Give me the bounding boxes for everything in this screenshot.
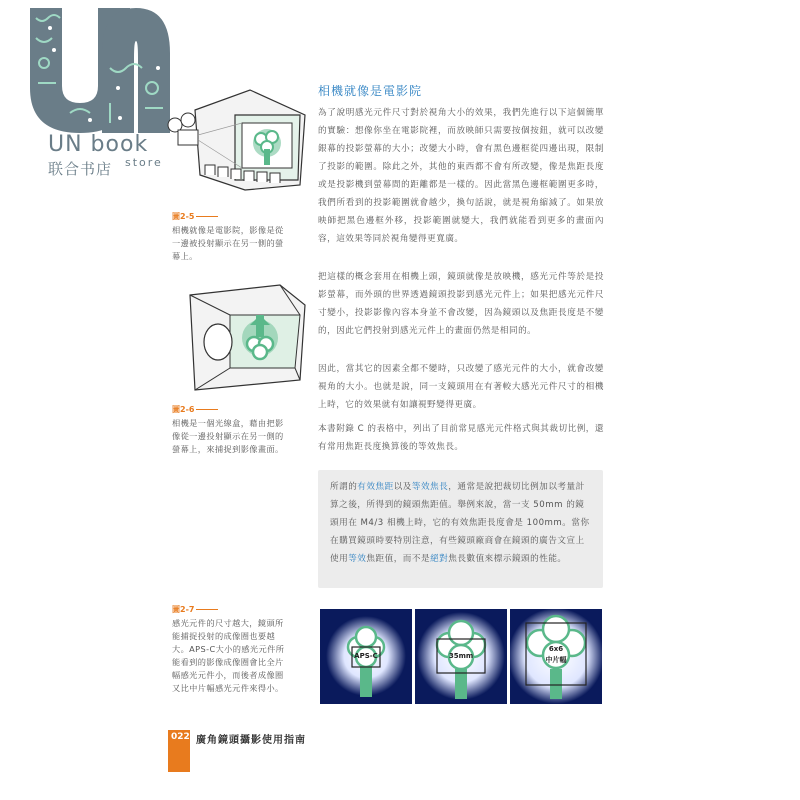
panel-label-35mm: 35mm: [448, 652, 474, 660]
logo-text-chinese: 联合书店: [48, 160, 113, 178]
page-number: 022: [171, 732, 190, 742]
figure-2-7-caption: 感光元件的尺寸越大，鏡頭所能捕捉投射的成像圈也要越大。APS-C大小的感光元件所能看到的影像成像圈會比全片幅感光元件小，而後者成像圈又比中片幅感光元件來得小。: [172, 618, 285, 693]
figure-2-7-label: 圖2-7: [172, 605, 195, 614]
figure-2-6-label: 圖2-6: [172, 405, 195, 414]
body-paragraph: 本書附錄 C 的表格中，列出了目前常見感光元件格式與其裁切比例，還有常用焦距長度換算後的等效焦長。: [318, 424, 604, 452]
sensor-panel-apsc: [320, 609, 412, 704]
bookstore-logo: [30, 8, 170, 178]
callout-text-part: 所謂的: [330, 482, 358, 492]
callout-highlight-absolute: 絕對: [430, 554, 449, 564]
sensor-panel-35mm: [415, 609, 507, 704]
figure-2-6-caption: 相機是一個光線盒，藉由把影像從一邊投射顯示在另一側的螢幕上，來捕捉到影像畫面。: [172, 418, 284, 454]
figure-2-5-cinema-illustration: [160, 85, 310, 205]
body-paragraph: 把這樣的概念套用在相機上頭，鏡頭就像是放映機，感光元件等於是投影螢幕，而外頭的世界透過鏡頭投影到感光元件上；如果把感光元件尺寸變小，投影影像內容本身並不會改變，因為鏡頭以及焦距長度是不變的，因此它們投射到感光元件上的畫面仍然是相同的。: [318, 272, 604, 336]
figure-2-6-underline: [196, 409, 218, 410]
note-callout-box: [318, 470, 603, 588]
figure-2-7-underline: [196, 609, 218, 610]
figure-2-6-lightbox-illustration: [170, 280, 310, 395]
logo-graphic: [30, 8, 170, 133]
figure-2-5-caption: 相機就像是電影院，影像是從一邊被投射顯示在另一側的螢幕上。: [172, 225, 284, 261]
figure-2-5-label: 圖2-5: [172, 212, 195, 221]
body-paragraph: 為了說明感光元件尺寸對於視角大小的效果，我們先進行以下這個簡單的實驗：想像你坐在電影院裡，而放映師只需要按個按鈕，就可以改變銀幕的投影螢幕的大小；改變大小時，會有黑色邊框從四邊出現，限制了投影的範圍。除此之外，其他的東西都不會有所改變，像是焦距長度或是投影機到螢幕間的距離都是一樣的。因此當黑色邊框範圍更多時，我們所看到的投影範圍就會越少，換句話說，就是視角縮減了。如果放映師把黑色邊框外移，投影範圍就變大，我們就能看到更多的畫面內容，這效果等同於視角變得更寬廣。: [318, 108, 604, 244]
body-paragraph: 因此，當其它的因素全都不變時，只改變了感光元件的大小，就會改變視角的大小。也就是說，同一支鏡頭用在有著較大感光元件尺寸的相機上時，它的效果就有如讓視野變得更廣。: [318, 364, 604, 410]
note-callout-text: [330, 478, 592, 568]
logo-text-store: store: [125, 156, 163, 169]
callout-highlight-effective-focal: 有效焦距: [357, 482, 394, 492]
panel-label-6x6: 6x6: [548, 645, 564, 653]
callout-highlight-equivalent: 等效: [348, 554, 367, 564]
callout-text-part: 以及: [393, 482, 412, 492]
logo-text-un: UN book: [48, 132, 149, 157]
callout-text-part: ，通常是說把裁切比例加以考量計算之後，所得到的鏡頭焦距值。舉例來說，當一支 50mm 的鏡頭用在 M4/3 相機上時，它的有效焦距長度會是 100mm。當你在購買鏡頭時要特別注意，有些鏡頭廠商會在鏡頭的廣告文宣上使用: [330, 482, 590, 564]
callout-text-part: 焦距值，而不是: [366, 554, 431, 564]
book-title-footer: 廣角鏡頭攝影使用指南: [196, 735, 306, 746]
sensor-panel-medium-format: [510, 609, 602, 704]
panel-label-apsc: APS-C: [354, 652, 378, 660]
callout-text-part: 焦長數值來標示鏡頭的性能。: [448, 554, 567, 564]
section-title: 相機就像是電影院: [318, 84, 423, 98]
figure-2-5-underline: [196, 216, 218, 217]
callout-highlight-equivalent-focal: 等效焦長: [411, 482, 449, 492]
panel-label-medium-format: 中片幅: [545, 656, 567, 664]
